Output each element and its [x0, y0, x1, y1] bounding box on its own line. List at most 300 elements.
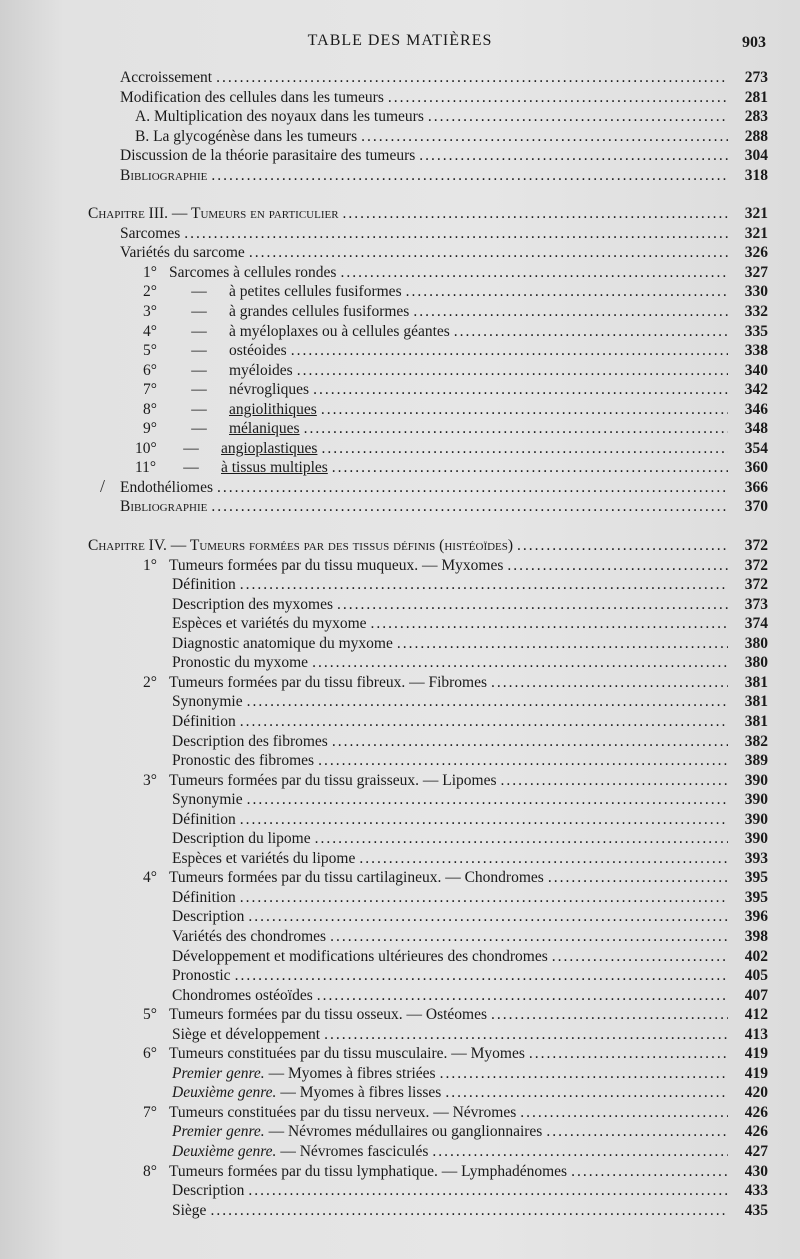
toc-entry-label	[143, 380, 309, 400]
toc-entry	[0, 380, 768, 400]
toc-entry-dash: —	[191, 283, 207, 301]
toc-entry-label	[135, 439, 317, 459]
toc-entry-text: Synonymie	[172, 693, 243, 711]
toc-entry-page: 273	[744, 69, 768, 86]
toc-entry-text: Endothéliomes	[120, 478, 213, 496]
toc-entry-page: 366	[744, 478, 768, 496]
toc-entry-number: 6°	[143, 1045, 157, 1063]
toc-entry-label	[172, 829, 311, 849]
toc-entry-page: 346	[744, 400, 768, 418]
toc-entry-page: 407	[744, 986, 768, 1004]
dot-leader	[248, 1181, 728, 1201]
toc-entry-text: Chapitre III. — Tumeurs en particulier	[88, 205, 339, 223]
toc-entry-label	[172, 634, 393, 654]
toc-entry-label	[143, 282, 402, 302]
toc-entry-text: angioplastiques	[221, 439, 318, 457]
toc-entry-label	[143, 263, 336, 283]
toc-entry-label	[143, 771, 496, 791]
toc-entry-number: 2°	[143, 673, 157, 691]
toc-entry-text: à grandes cellules fusiformes	[229, 303, 410, 321]
toc-entry-page: 321	[744, 205, 768, 223]
toc-entry	[0, 986, 768, 1006]
dot-leader	[454, 322, 728, 342]
toc-entry-label	[143, 556, 503, 576]
dot-leader	[332, 732, 728, 752]
toc-entry-number: 3°	[143, 771, 157, 789]
toc-entry	[0, 966, 768, 986]
toc-entry	[0, 1025, 768, 1045]
toc-entry	[0, 1064, 768, 1084]
dot-leader	[297, 361, 728, 381]
toc-entry	[0, 1083, 768, 1103]
toc-entry-text: Chapitre IV. — Tumeurs formées par des tissus définis (histéoïdes)	[88, 537, 514, 555]
toc-entry-label	[120, 68, 212, 88]
toc-entry-text: Définition	[172, 576, 236, 594]
toc-entry-text: — Myomes à fibres striées	[268, 1064, 436, 1082]
toc-entry-text: Tumeurs formées par du tissu cartilagineux. — Chondromes	[169, 869, 544, 887]
dot-leader	[517, 536, 728, 556]
toc-entry	[0, 1201, 768, 1221]
toc-entry-dash: —	[191, 400, 207, 418]
toc-entry-page: 420	[744, 1084, 768, 1102]
dot-leader	[529, 1044, 728, 1064]
toc-entry-text: — Névromes médullaires ou ganglionnaires	[268, 1123, 543, 1141]
toc-entry-page: 395	[744, 869, 768, 887]
toc-entry-number: 11°	[135, 459, 157, 477]
dot-leader	[211, 497, 728, 517]
dot-leader	[216, 68, 728, 88]
toc-entry-label	[172, 1122, 542, 1142]
toc-entry	[0, 634, 768, 654]
toc-entry-text: à myéloplaxes ou à cellules géantes	[229, 322, 450, 340]
toc-entry-text: Accroissement	[120, 69, 213, 86]
dot-leader	[432, 1142, 728, 1162]
toc-entry-label	[143, 400, 317, 420]
dot-leader	[312, 653, 728, 673]
table-of-contents	[0, 68, 800, 1220]
toc-entry-text: myéloides	[229, 361, 293, 379]
dot-leader	[406, 282, 728, 302]
toc-entry-page: 318	[744, 166, 768, 184]
toc-entry-label	[172, 1181, 244, 1201]
dot-leader	[235, 966, 728, 986]
toc-entry-label	[143, 419, 300, 439]
toc-entry-genre: Premier genre.	[172, 1123, 265, 1141]
toc-entry-page: 393	[744, 849, 768, 867]
toc-entry-page: 281	[744, 88, 768, 106]
dot-leader	[304, 419, 728, 439]
toc-entry-label	[120, 224, 180, 244]
toc-entry-page: 381	[744, 673, 768, 691]
toc-entry-label	[143, 1162, 567, 1182]
toc-entry	[0, 1005, 768, 1025]
toc-entry-page: 340	[744, 361, 768, 379]
toc-entry	[0, 829, 768, 849]
toc-entry-page: 348	[744, 420, 768, 438]
toc-entry-label	[172, 849, 355, 869]
dot-leader	[324, 1025, 728, 1045]
toc-entry-number: 4°	[143, 869, 157, 887]
toc-entry-text: Description	[172, 908, 245, 926]
toc-entry-text: Définition	[172, 888, 236, 906]
toc-entry	[0, 732, 768, 752]
toc-entry-label	[172, 732, 328, 752]
toc-entry	[0, 810, 768, 830]
dot-leader	[371, 614, 728, 634]
toc-entry-page: 395	[744, 888, 768, 906]
toc-entry-page: 398	[744, 927, 768, 945]
toc-entry	[0, 1122, 768, 1142]
toc-entry-label	[172, 907, 244, 927]
toc-entry-label	[120, 88, 384, 108]
toc-entry-text: Pronostic	[172, 967, 231, 985]
toc-entry-page: 373	[744, 595, 768, 613]
dot-leader	[520, 1103, 728, 1123]
toc-entry-label	[172, 1201, 206, 1221]
toc-entry-page: 332	[744, 303, 768, 321]
dot-leader	[247, 790, 728, 810]
toc-entry-page: 405	[744, 967, 768, 985]
page-header-title: TABLE DES MATIÈRES	[307, 32, 493, 49]
toc-entry-number: 1°	[143, 263, 157, 281]
toc-entry-page: 430	[744, 1162, 768, 1180]
dot-leader	[313, 380, 728, 400]
toc-entry-dash: —	[191, 303, 207, 321]
toc-entry-number: 7°	[143, 1103, 157, 1121]
toc-entry-text: Description	[172, 1182, 245, 1200]
toc-entry-page: 338	[744, 342, 768, 360]
toc-entry-page: 396	[744, 908, 768, 926]
toc-entry	[0, 614, 768, 634]
toc-entry-text: Sarcomes	[120, 224, 181, 242]
toc-entry-page: 389	[744, 752, 768, 770]
toc-entry-label	[143, 302, 409, 322]
toc-entry-label	[172, 1083, 441, 1103]
toc-entry	[0, 127, 768, 147]
toc-entry-page: 435	[744, 1201, 768, 1219]
dot-leader	[240, 810, 728, 830]
toc-entry-genre: Deuxième genre.	[172, 1142, 277, 1160]
toc-entry-dash: —	[183, 439, 199, 457]
toc-entry-page: 433	[744, 1182, 768, 1200]
toc-entry-label	[143, 341, 287, 361]
toc-entry-number: 8°	[143, 1162, 157, 1180]
toc-entry-genre: Premier genre.	[172, 1064, 265, 1082]
toc-entry-text: Chondromes ostéoïdes	[172, 986, 313, 1004]
dot-leader	[332, 458, 728, 478]
toc-entry	[0, 556, 768, 576]
toc-entry-label	[120, 478, 213, 498]
toc-entry-page: 330	[744, 283, 768, 301]
dot-leader	[552, 947, 728, 967]
toc-entry-dash: —	[183, 459, 199, 477]
toc-entry-label	[120, 243, 245, 263]
toc-entry-page: 390	[744, 771, 768, 789]
toc-entry-text: Variétés du sarcome	[120, 244, 245, 262]
toc-entry	[0, 1162, 768, 1182]
toc-entry-page: 321	[744, 224, 768, 242]
toc-entry-label	[172, 790, 243, 810]
toc-entry-number: 1°	[143, 556, 157, 574]
toc-entry-dash: —	[191, 361, 207, 379]
toc-entry-text: Description du lipome	[172, 830, 311, 848]
toc-entry-page: 372	[744, 576, 768, 594]
toc-entry-label	[172, 810, 236, 830]
dot-leader	[337, 595, 728, 615]
toc-entry-label	[135, 107, 424, 127]
toc-entry-text: Définition	[172, 810, 236, 828]
toc-entry-label	[172, 888, 236, 908]
toc-entry	[0, 1103, 768, 1123]
toc-entry-page: 382	[744, 732, 768, 750]
toc-entry	[0, 595, 768, 615]
toc-entry	[0, 927, 768, 947]
toc-entry-page: 372	[744, 556, 768, 574]
toc-entry-text: Tumeurs formées par du tissu osseux. — Ostéomes	[169, 1006, 488, 1024]
toc-entry-text: B. La glycogénèse dans les tumeurs	[135, 127, 358, 145]
dot-leader	[343, 204, 728, 224]
toc-entry-dash: —	[191, 322, 207, 340]
toc-entry-dash: —	[191, 342, 207, 360]
toc-entry-label	[120, 166, 207, 186]
toc-entry-text: à petites cellules fusiformes	[229, 283, 402, 301]
toc-entry	[0, 361, 768, 381]
toc-entry-page: 426	[744, 1103, 768, 1121]
toc-entry-text: Pronostic du myxome	[172, 654, 309, 672]
toc-entry-text: Discussion de la théorie parasitaire des tumeurs	[120, 147, 416, 165]
toc-entry-text: Tumeurs constituées par du tissu musculaire. — Myomes	[169, 1045, 525, 1063]
toc-entry	[0, 68, 768, 88]
toc-entry	[0, 204, 768, 224]
toc-entry-text: Espèces et variétés du lipome	[172, 849, 356, 867]
toc-entry-text: Tumeurs formées par du tissu graisseux. — Lipomes	[169, 771, 497, 789]
dot-leader	[388, 88, 728, 108]
margin-mark: /	[100, 476, 106, 496]
toc-entry-number: 4°	[143, 322, 157, 340]
toc-entry-page: 381	[744, 712, 768, 730]
toc-entry	[0, 692, 768, 712]
toc-entry-text: mélaniques	[229, 420, 300, 438]
dot-leader	[249, 243, 728, 263]
page-number: 903	[742, 34, 766, 51]
toc-entry-page: 326	[744, 244, 768, 262]
toc-entry-text: — Myomes à fibres lisses	[280, 1084, 442, 1102]
toc-entry-page: 374	[744, 615, 768, 633]
toc-entry-number: 9°	[143, 420, 157, 438]
toc-entry-page: 372	[744, 537, 768, 555]
dot-leader	[217, 478, 728, 498]
toc-entry	[0, 478, 768, 498]
toc-entry-text: Bibliographie	[120, 498, 208, 516]
toc-entry-page: 354	[744, 439, 768, 457]
toc-entry-text: Tumeurs constituées par du tissu nerveux. — Névromes	[169, 1103, 517, 1121]
dot-leader	[315, 829, 728, 849]
toc-entry-label	[143, 1044, 525, 1064]
dot-leader	[500, 771, 728, 791]
toc-entry-text: Pronostic des fibromes	[172, 752, 315, 770]
toc-entry-label	[143, 361, 293, 381]
dot-leader	[211, 166, 728, 186]
dot-leader	[359, 849, 728, 869]
dot-leader	[507, 556, 728, 576]
toc-entry-label	[143, 322, 450, 342]
toc-entry	[0, 888, 768, 908]
toc-entry-page: 426	[744, 1123, 768, 1141]
toc-entry-text: Tumeurs formées par du tissu muqueux. — Myxomes	[169, 556, 504, 574]
toc-entry	[0, 536, 768, 556]
toc-entry	[0, 146, 768, 166]
toc-entry-label	[172, 966, 231, 986]
dot-leader	[445, 1083, 728, 1103]
toc-entry	[0, 1181, 768, 1201]
toc-entry-text: Définition	[172, 712, 236, 730]
toc-entry-text: Tumeurs formées par du tissu lymphatique. — Lymphadénomes	[169, 1162, 568, 1180]
dot-leader	[210, 1201, 728, 1221]
dot-leader	[491, 1005, 728, 1025]
toc-entry-label	[172, 986, 313, 1006]
dot-leader	[491, 673, 728, 693]
toc-entry	[0, 575, 768, 595]
toc-entry-dash: —	[191, 420, 207, 438]
toc-entry-number: 8°	[143, 400, 157, 418]
toc-entry	[0, 868, 768, 888]
dot-leader	[548, 868, 728, 888]
toc-entry-text: Description des fibromes	[172, 732, 328, 750]
dot-leader	[247, 692, 728, 712]
toc-entry-text: Modification des cellules dans les tumeurs	[120, 88, 384, 106]
dot-leader	[240, 575, 728, 595]
dot-leader	[440, 1064, 728, 1084]
toc-entry-label	[143, 1103, 516, 1123]
toc-entry-text: Développement et modifications ultérieures des chondromes	[172, 947, 548, 965]
toc-entry-text: ostéoides	[229, 342, 287, 360]
toc-entry-page: 380	[744, 654, 768, 672]
toc-entry-page: 419	[744, 1064, 768, 1082]
dot-leader	[321, 400, 728, 420]
toc-entry	[0, 400, 768, 420]
toc-entry-page: 288	[744, 127, 768, 145]
toc-entry-text: à tissus multiples	[221, 459, 328, 477]
dot-leader	[419, 146, 728, 166]
toc-entry	[0, 712, 768, 732]
toc-entry	[0, 419, 768, 439]
toc-entry-page: 427	[744, 1142, 768, 1160]
toc-entry	[0, 1044, 768, 1064]
toc-entry-label	[120, 146, 415, 166]
toc-entry-label	[88, 204, 339, 224]
toc-entry	[0, 243, 768, 263]
dot-leader	[318, 751, 728, 771]
toc-entry-page: 412	[744, 1006, 768, 1024]
toc-entry	[0, 849, 768, 869]
toc-entry-text: Siège et développement	[172, 1025, 321, 1043]
toc-entry-label	[172, 712, 236, 732]
toc-entry	[0, 107, 768, 127]
toc-entry-text: Espèces et variétés du myxome	[172, 615, 367, 633]
toc-entry	[0, 88, 768, 108]
toc-entry	[0, 224, 768, 244]
toc-entry-label	[143, 673, 487, 693]
toc-entry	[0, 907, 768, 927]
dot-leader	[571, 1162, 728, 1182]
toc-entry	[0, 322, 768, 342]
dot-leader	[330, 927, 728, 947]
toc-entry	[0, 790, 768, 810]
dot-leader	[240, 888, 728, 908]
toc-entry	[0, 263, 768, 283]
toc-entry-label	[135, 458, 328, 478]
toc-entry-number: 3°	[143, 303, 157, 321]
toc-entry	[0, 341, 768, 361]
toc-entry-label	[172, 751, 314, 771]
toc-entry-text: — Névromes fasciculés	[280, 1142, 429, 1160]
toc-entry-page: 335	[744, 322, 768, 340]
toc-entry-label	[135, 127, 357, 147]
dot-leader	[317, 986, 728, 1006]
toc-entry-page: 413	[744, 1025, 768, 1043]
toc-entry-page: 327	[744, 263, 768, 281]
toc-entry-dash: —	[191, 381, 207, 399]
toc-entry-label	[172, 927, 326, 947]
toc-entry-page: 402	[744, 947, 768, 965]
toc-entry-number: 6°	[143, 361, 157, 379]
toc-entry-text: Bibliographie	[120, 166, 208, 184]
toc-entry-page: 304	[744, 147, 768, 165]
toc-entry	[0, 653, 768, 673]
dot-leader	[428, 107, 728, 127]
toc-entry-text: Diagnostic anatomique du myxome	[172, 634, 393, 652]
toc-entry-page: 390	[744, 810, 768, 828]
dot-leader	[361, 127, 728, 147]
toc-entry-page: 380	[744, 634, 768, 652]
toc-entry-label	[172, 692, 243, 712]
toc-entry-label	[172, 947, 548, 967]
toc-entry-text: Synonymie	[172, 791, 243, 809]
toc-entry-number: 2°	[143, 283, 157, 301]
toc-entry-text: Sarcomes à cellules rondes	[169, 263, 337, 281]
dot-leader	[321, 439, 728, 459]
toc-entry-genre: Deuxième genre.	[172, 1084, 277, 1102]
toc-entry-text: Variétés des chondromes	[172, 927, 327, 945]
toc-entry-page: 283	[744, 108, 768, 126]
toc-entry	[0, 166, 768, 186]
dot-leader	[546, 1122, 728, 1142]
toc-entry-page: 370	[744, 498, 768, 516]
toc-entry	[0, 282, 768, 302]
toc-entry-number: 10°	[135, 439, 157, 457]
toc-entry	[0, 771, 768, 791]
toc-entry	[0, 439, 768, 459]
toc-entry-label	[172, 575, 236, 595]
toc-entry-number: 5°	[143, 1006, 157, 1024]
toc-entry-text: Tumeurs formées par du tissu fibreux. — Fibromes	[169, 673, 488, 691]
toc-entry-text: Description des myxomes	[172, 595, 334, 613]
toc-entry-label	[172, 653, 308, 673]
toc-entry	[0, 1142, 768, 1162]
toc-entry-text: névrogliques	[229, 381, 310, 399]
toc-entry-label	[120, 497, 207, 517]
toc-entry-number: 7°	[143, 381, 157, 399]
toc-entry-label	[143, 1005, 487, 1025]
toc-entry-label	[172, 1142, 428, 1162]
toc-entry-text: angiolithiques	[229, 400, 317, 418]
dot-leader	[184, 224, 728, 244]
toc-entry-page: 419	[744, 1045, 768, 1063]
dot-leader	[397, 634, 728, 654]
toc-entry	[0, 673, 768, 693]
toc-entry-text: Siège	[172, 1201, 207, 1219]
toc-entry-page: 381	[744, 693, 768, 711]
